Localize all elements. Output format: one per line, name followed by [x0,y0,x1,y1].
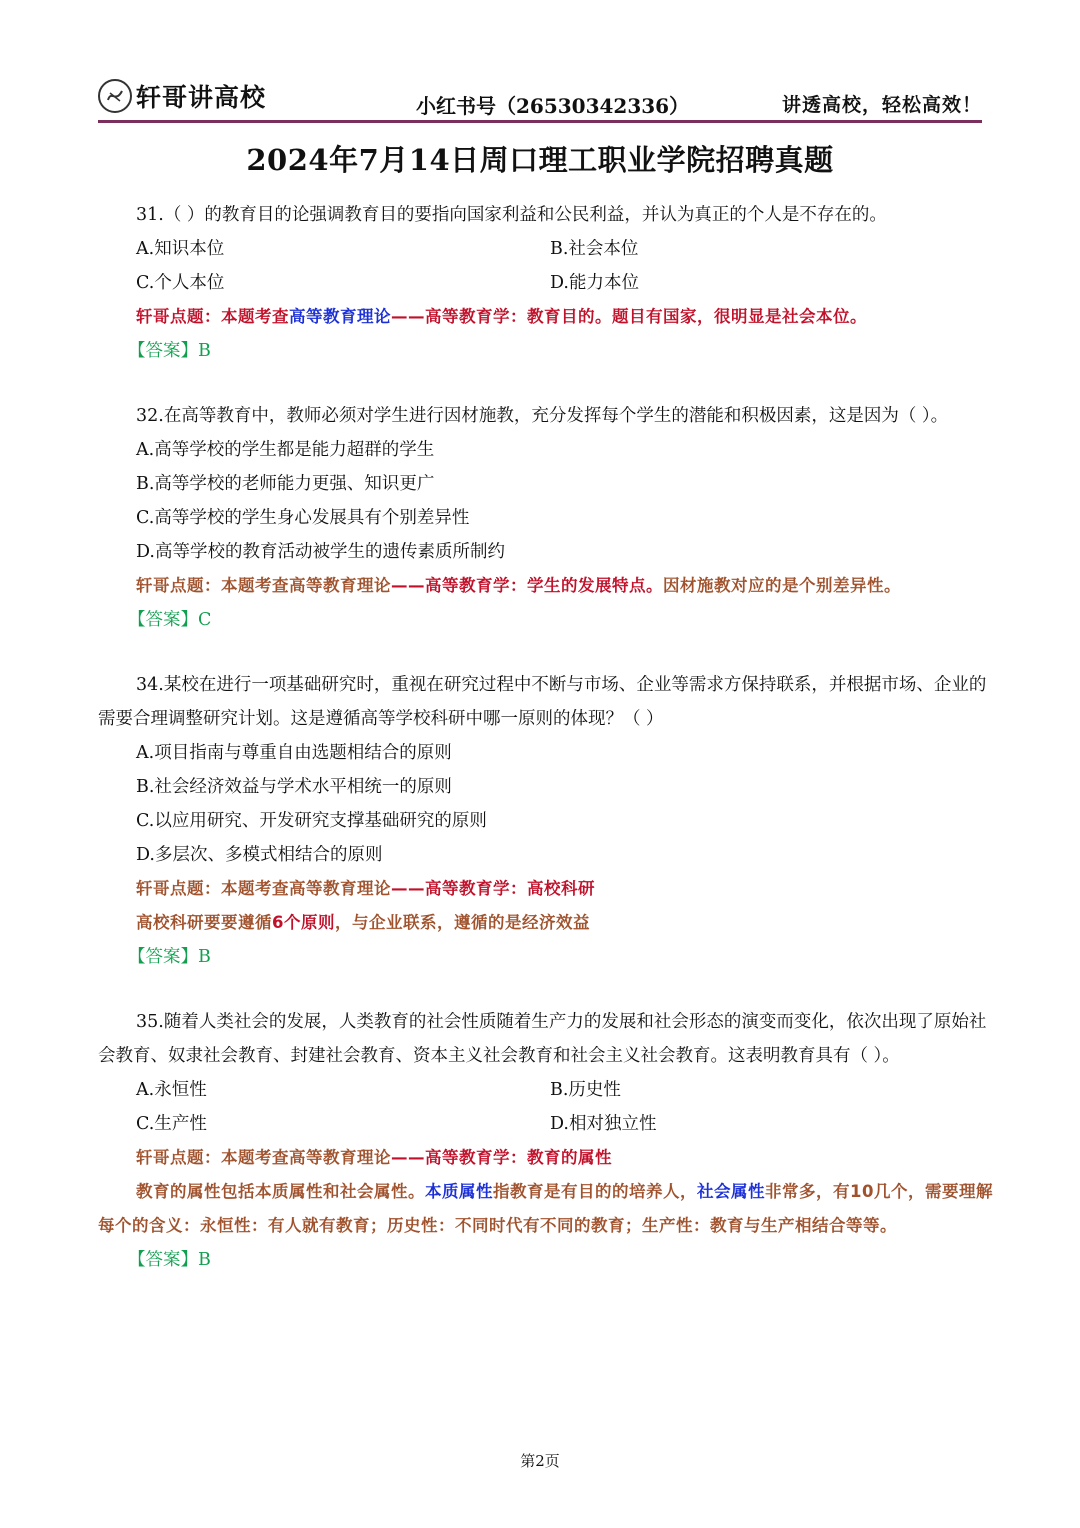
slogan: 讲透高校，轻松高效！ [781,94,982,116]
analysis-note: 轩哥点题：本题考查高等教育理论——高等教育学：高校科研 [136,879,595,898]
header-divider [98,120,982,123]
account-id: 小红书号（26530342336） [416,94,690,118]
answer-label: 【答案】C [128,610,212,630]
question-32 [98,399,998,637]
option-a: A.永恒性 [136,1080,207,1100]
option-a: A.知识本位 [136,239,225,259]
question-31 [98,198,998,368]
question-stem: 31.（ ）的教育目的论强调教育目的要指向国家利益和公民利益，并认为真正的个人是不存在的。 [136,205,887,225]
answer-label: 【答案】B [128,947,211,967]
analysis-detail: 教育的属性包括本质属性和社会属性。本质属性指教育是有目的的培养人，社会属性非常多，有10几个，需要理解每个的含义：永恒性：有人就有教育；历史性：不同时代有不同的教育；生产性：教育与生产相结合等等。 [98,1182,993,1235]
option-c: C.生产性 [136,1114,207,1134]
options-row [98,232,998,266]
options-row [98,1107,998,1141]
question-35 [98,1005,998,1277]
analysis-note: 轩哥点题：本题考查高等教育理论——高等教育学：教育目的。题目有国家，很明显是社会本位。 [136,307,867,326]
answer-label: 【答案】B [128,1250,211,1270]
question-34 [98,668,998,974]
brand-logo [98,78,266,114]
option-d: D.能力本位 [550,273,639,293]
option-a: A.项目指南与尊重自由选题相结合的原则 [136,743,452,763]
brand-name: 轩哥讲高校 [136,83,267,112]
question-list [98,198,998,1277]
options-row [98,266,998,300]
question-stem: 32.在高等教育中，教师必须对学生进行因材施教，充分发挥每个学生的潜能和积极因素，这是因为（ ）。 [136,406,949,426]
option-d: D.多层次、多模式相结合的原则 [136,845,383,865]
options-row [98,1073,998,1107]
option-c: C.以应用研究、开发研究支撑基础研究的原则 [136,811,487,831]
analysis-detail: 高校科研要要遵循6个原则，与企业联系，遵循的是经济效益 [136,913,590,932]
option-b: B.高等学校的老师能力更强、知识更广 [136,474,435,494]
calligraphy-emblem-icon [98,79,132,113]
option-d: D.高等学校的教育活动被学生的遗传素质所制约 [136,542,505,562]
option-d: D.相对独立性 [550,1114,657,1134]
answer-label: 【答案】B [128,341,211,361]
analysis-note: 轩哥点题：本题考查高等教育理论——高等教育学：学生的发展特点。因材施教对应的是个别差异性。 [136,576,901,595]
option-b: B.社会经济效益与学术水平相统一的原则 [136,777,452,797]
option-c: C.个人本位 [136,273,225,293]
page-header [98,72,982,122]
option-b: B.历史性 [550,1080,621,1100]
analysis-note: 轩哥点题：本题考查高等教育理论——高等教育学：教育的属性 [136,1148,612,1167]
option-c: C.高等学校的学生身心发展具有个别差异性 [136,508,470,528]
option-b: B.社会本位 [550,239,639,259]
option-a: A.高等学校的学生都是能力超群的学生 [136,440,435,460]
page-title: 2024年7月14日周口理工职业学院招聘真题 [246,143,834,177]
question-stem: 34.某校在进行一项基础研究时，重视在研究过程中不断与市场、企业等需求方保持联系，并根据市场、企业的需要合理调整研究计划。这是遵循高等学校科研中哪一原则的体现？（ ） [98,675,987,729]
question-stem: 35.随着人类社会的发展，人类教育的社会性质随着生产力的发展和社会形态的演变而变化，依次出现了原始社会教育、奴隶社会教育、封建社会教育、资本主义社会教育和社会主义社会教育。这表明教育具有（ ）。 [98,1012,987,1066]
page-number: 第2页 [520,1452,560,1470]
